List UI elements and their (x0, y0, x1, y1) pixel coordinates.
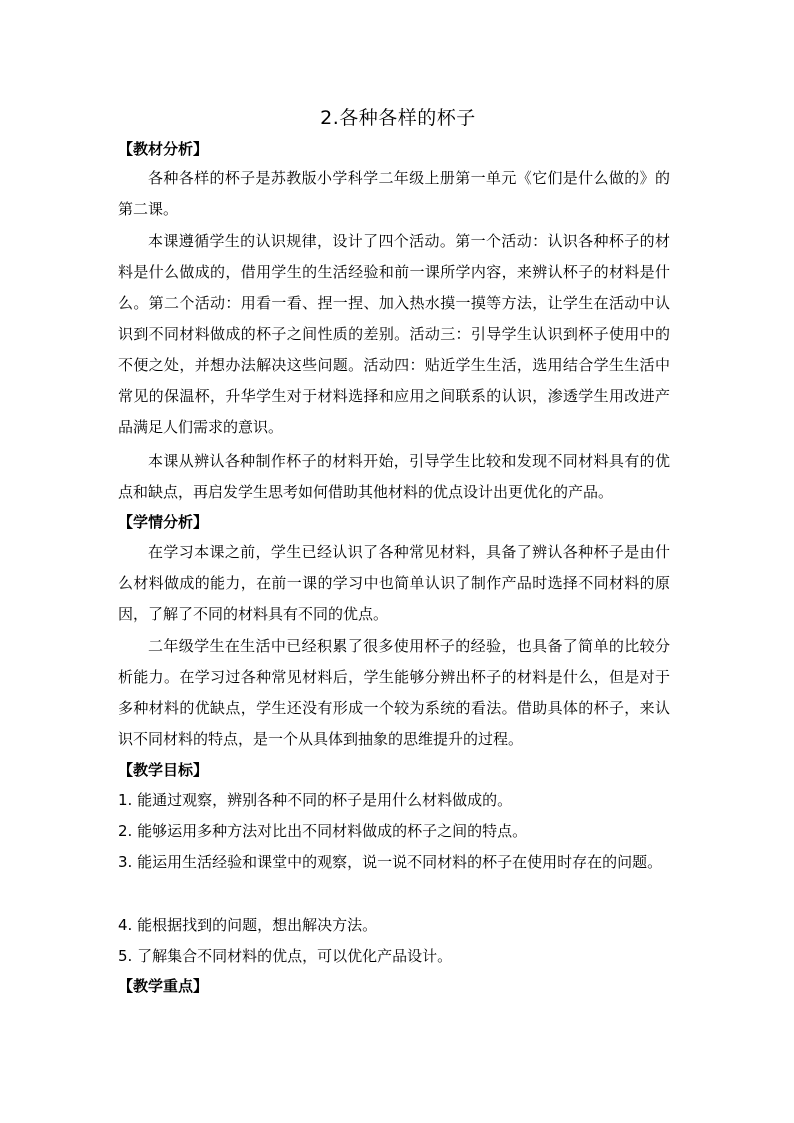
paragraph: 各种各样的杯子是苏教版小学科学二年级上册第一单元《它们是什么做的》的第二课。 (118, 169, 670, 218)
section-heading-teaching-focus: 【教学重点】 (118, 977, 209, 995)
list-item: 1. 能通过观察，辨别各种不同的杯子是用什么材料做成的。 (118, 791, 513, 809)
section-heading-student-analysis: 【学情分析】 (118, 513, 209, 531)
paragraph: 二年级学生在生活中已经积累了很多使用杯子的经验，也具备了简单的比较分析能力。在学习过各种常见材料后，学生能够分辨出杯子的材料是什么，但是对于多种材料的优缺点，学生还没有形成一个较为系统的看法。借助具体的杯子，来认识不同材料的特点，是一个从具体到抽象的思维提升的过程。 (118, 637, 670, 748)
paragraph: 在学习本课之前，学生已经认识了各种常见材料，具备了辨认各种杯子是由什么材料做成的能力，在前一课的学习中也简单认识了制作产品时选择不同材料的原因，了解了不同的材料具有不同的优点。 (118, 543, 670, 623)
document-title: 2.各种各样的杯子 (320, 107, 476, 129)
list-item: 3. 能运用生活经验和课堂中的观察，说一说不同材料的杯子在使用时存在的问题。 (118, 853, 663, 871)
list-item: 4. 能根据找到的问题，想出解决方法。 (118, 916, 378, 934)
section-heading-teaching-objectives: 【教学目标】 (118, 761, 209, 779)
section-heading-textbook-analysis: 【教材分析】 (118, 140, 209, 158)
list-item: 2. 能够运用多种方法对比出不同材料做成的杯子之间的特点。 (118, 822, 528, 840)
paragraph: 本课从辨认各种制作杯子的材料开始，引导学生比较和发现不同材料具有的优点和缺点，再启发学生思考如何借助其他材料的优点设计出更优化的产品。 (118, 452, 670, 501)
paragraph: 本课遵循学生的认识规律，设计了四个活动。第一个活动：认识各种杯子的材料是什么做成的，借用学生的生活经验和前一课所学内容，来辨认杯子的材料是什么。第二个活动：用看一看、捏一捏、加入热水摸一摸等方法，让学生在活动中认识到不同材料做成的杯子之间性质的差别。活动三：引导学生认识到杯子使用中的不便之处，并想办法解决这些问题。活动四：贴近学生生活，选用结合学生生活中常见的保温杯，升华学生对于材料选择和应用之间联系的认识，渗透学生用改进产品满足人们需求的意识。 (118, 232, 670, 436)
list-item: 5. 了解集合不同材料的优点，可以优化产品设计。 (118, 947, 453, 965)
